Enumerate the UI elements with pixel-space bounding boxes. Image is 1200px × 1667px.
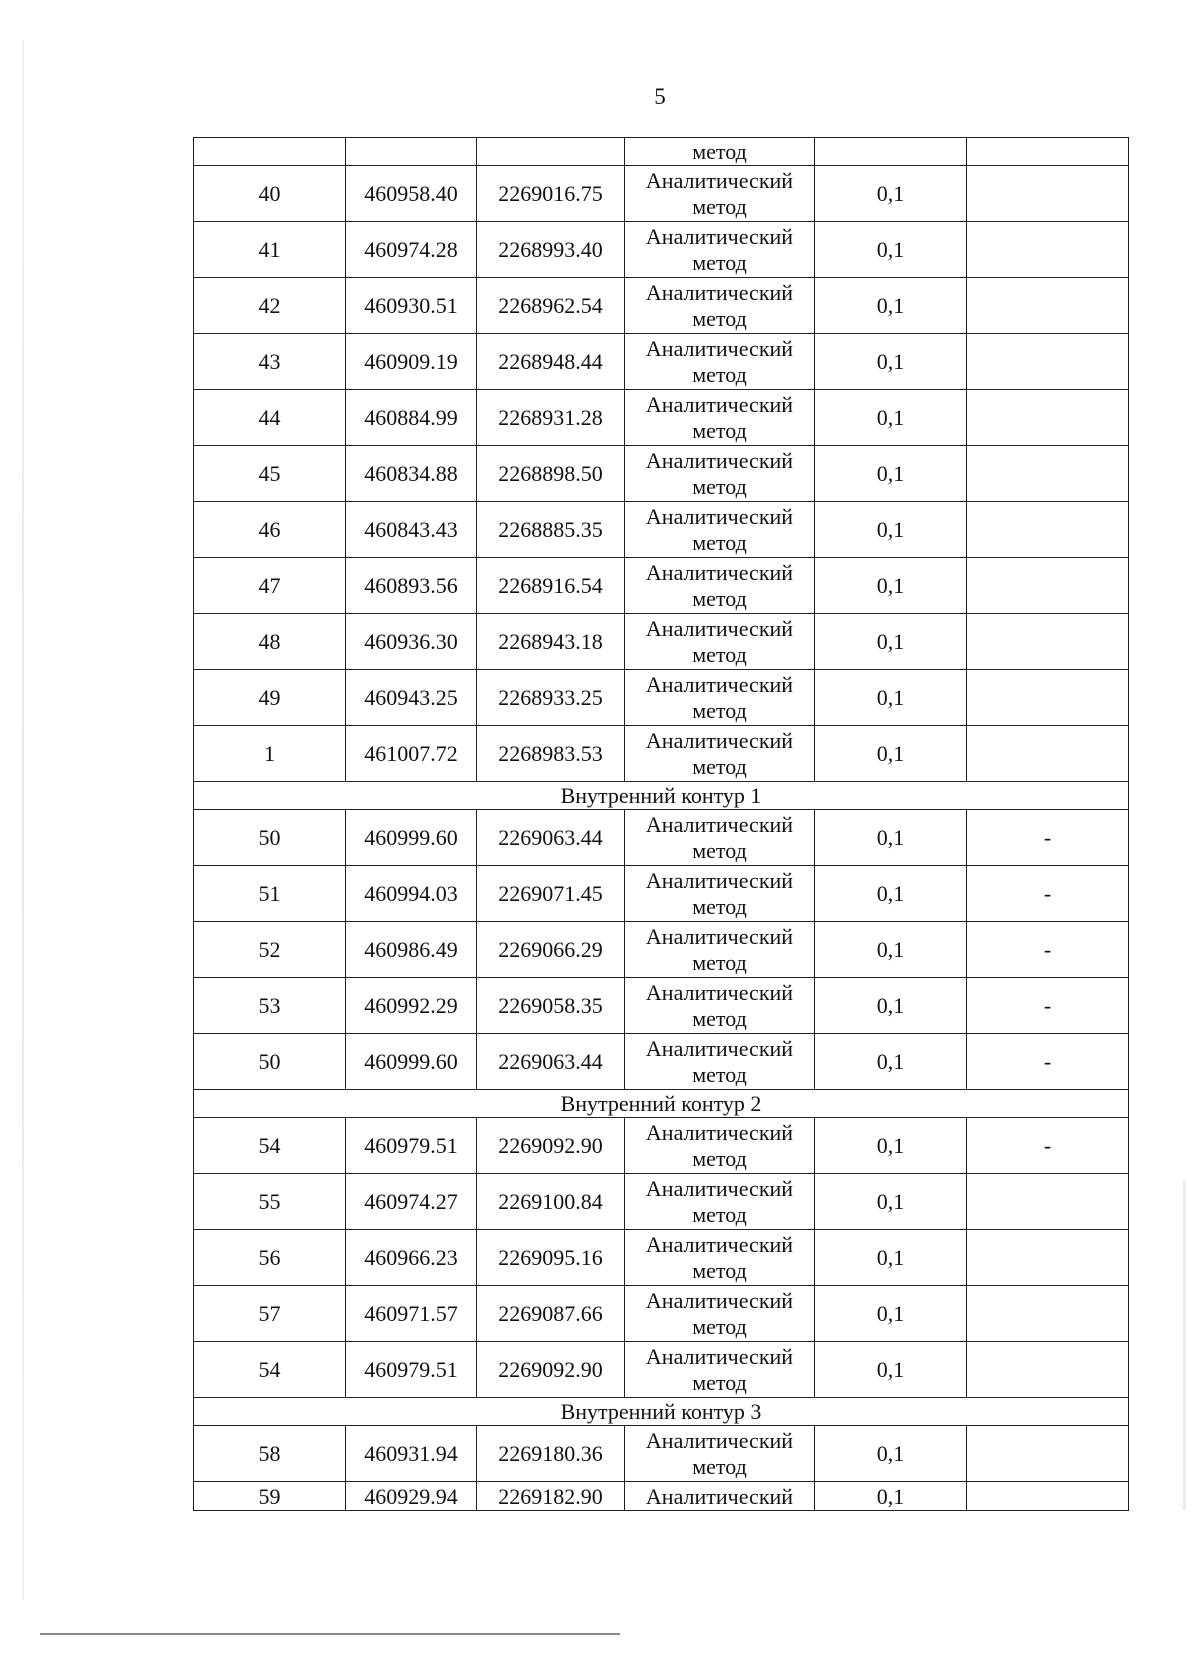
y-coordinate-cell: 2268943.18 [477, 614, 625, 670]
x-coordinate-cell: 460958.40 [346, 166, 477, 222]
section-heading: Внутренний контур 1 [194, 782, 1129, 810]
method-cell [625, 978, 815, 1034]
method-line-1: Аналитический [645, 335, 794, 361]
note-cell [967, 390, 1129, 446]
x-coordinate-cell: 460929.94 [346, 1482, 477, 1511]
accuracy-cell: 0,1 [815, 1034, 967, 1090]
point-number-cell: 54 [194, 1342, 346, 1398]
point-number-cell: 42 [194, 278, 346, 334]
y-coordinate-cell: 2268993.40 [477, 222, 625, 278]
table-row [194, 1118, 1129, 1174]
note-cell: - [967, 1118, 1129, 1174]
accuracy-cell: 0,1 [815, 1118, 967, 1174]
method-line-2: метод [692, 1313, 747, 1339]
table-row [194, 278, 1129, 334]
x-coordinate-cell: 460966.23 [346, 1230, 477, 1286]
method-cell [625, 922, 815, 978]
scan-edge-right [1183, 1180, 1186, 1510]
accuracy-cell: 0,1 [815, 278, 967, 334]
y-coordinate-cell [477, 138, 625, 166]
y-coordinate-cell: 2268916.54 [477, 558, 625, 614]
coordinates-table-body [194, 138, 1129, 1511]
method-line-1: Аналитический [645, 615, 794, 641]
method-cell [625, 1174, 815, 1230]
note-cell [967, 446, 1129, 502]
method-line-2: метод [692, 1061, 747, 1087]
y-coordinate-cell: 2268885.35 [477, 502, 625, 558]
method-line-2: метод [692, 1005, 747, 1031]
method-line-2: метод [692, 193, 747, 219]
y-coordinate-cell: 2268931.28 [477, 390, 625, 446]
table-row [194, 614, 1129, 670]
method-cell [625, 1118, 815, 1174]
x-coordinate-cell: 460986.49 [346, 922, 477, 978]
method-cell [625, 866, 815, 922]
note-cell [967, 166, 1129, 222]
x-coordinate-cell: 460930.51 [346, 278, 477, 334]
method-line-1: Аналитический [645, 671, 794, 697]
note-cell [967, 138, 1129, 166]
method-cell [625, 1230, 815, 1286]
method-line-2: метод [692, 1145, 747, 1171]
coordinates-table [193, 137, 1129, 1511]
note-cell [967, 1286, 1129, 1342]
table-row-cut-off [194, 1482, 1129, 1511]
method-cell [625, 558, 815, 614]
method-cell [625, 278, 815, 334]
method-line-2: метод [692, 585, 747, 611]
point-number-cell: 56 [194, 1230, 346, 1286]
section-heading: Внутренний контур 3 [194, 1398, 1129, 1426]
table-row [194, 810, 1129, 866]
method-line-2: метод [692, 417, 747, 443]
accuracy-cell: 0,1 [815, 1482, 967, 1511]
x-coordinate-cell: 460979.51 [346, 1342, 477, 1398]
method-cell [625, 1034, 815, 1090]
accuracy-cell: 0,1 [815, 222, 967, 278]
accuracy-cell: 0,1 [815, 1230, 967, 1286]
x-coordinate-cell: 460999.60 [346, 810, 477, 866]
accuracy-cell: 0,1 [815, 334, 967, 390]
table-row [194, 1174, 1129, 1230]
method-cell [625, 1426, 815, 1482]
accuracy-cell: 0,1 [815, 866, 967, 922]
point-number-cell: 57 [194, 1286, 346, 1342]
method-line-1: Аналитический [645, 167, 794, 193]
y-coordinate-cell: 2269087.66 [477, 1286, 625, 1342]
method-cell [625, 1286, 815, 1342]
section-heading: Внутренний контур 2 [194, 1090, 1129, 1118]
point-number-cell [194, 138, 346, 166]
table-row [194, 558, 1129, 614]
note-cell [967, 614, 1129, 670]
y-coordinate-cell: 2268933.25 [477, 670, 625, 726]
table-row [194, 222, 1129, 278]
method-line-1: Аналитический [645, 727, 794, 753]
y-coordinate-cell: 2269058.35 [477, 978, 625, 1034]
point-number-cell: 54 [194, 1118, 346, 1174]
table-row [194, 334, 1129, 390]
note-cell: - [967, 810, 1129, 866]
point-number-cell: 52 [194, 922, 346, 978]
method-cell [625, 1342, 815, 1398]
x-coordinate-cell: 460979.51 [346, 1118, 477, 1174]
method-line-1: Аналитический [645, 447, 794, 473]
x-coordinate-cell: 460843.43 [346, 502, 477, 558]
section-heading-row [194, 1398, 1129, 1426]
method-line-2: метод [692, 893, 747, 919]
method-line-1: Аналитический [645, 1175, 794, 1201]
point-number-cell: 58 [194, 1426, 346, 1482]
point-number-cell: 50 [194, 1034, 346, 1090]
y-coordinate-cell: 2269066.29 [477, 922, 625, 978]
point-number-cell: 49 [194, 670, 346, 726]
method-cell [625, 390, 815, 446]
note-cell [967, 558, 1129, 614]
method-line-1: Аналитический [645, 223, 794, 249]
method-cell [625, 502, 815, 558]
point-number-cell: 46 [194, 502, 346, 558]
method-line-1: Аналитический [645, 1035, 794, 1061]
note-cell [967, 334, 1129, 390]
method-line-2: метод [692, 1257, 747, 1283]
accuracy-cell: 0,1 [815, 166, 967, 222]
point-number-cell: 47 [194, 558, 346, 614]
point-number-cell: 55 [194, 1174, 346, 1230]
method-cell [625, 614, 815, 670]
method-line-2: метод [692, 697, 747, 723]
method-line-2: метод [692, 1369, 747, 1395]
x-coordinate-cell: 460994.03 [346, 866, 477, 922]
y-coordinate-cell: 2269092.90 [477, 1118, 625, 1174]
note-cell: - [967, 866, 1129, 922]
table-row [194, 670, 1129, 726]
method-line-2: метод [692, 949, 747, 975]
point-number-cell: 45 [194, 446, 346, 502]
method-line-1: Аналитический [645, 1119, 794, 1145]
method-cell [625, 726, 815, 782]
method-line-2: метод [692, 753, 747, 779]
method-cell: Аналитический [625, 1482, 815, 1511]
accuracy-cell: 0,1 [815, 726, 967, 782]
table-row [194, 390, 1129, 446]
x-coordinate-cell: 460971.57 [346, 1286, 477, 1342]
method-line-1: Аналитический [645, 1231, 794, 1257]
accuracy-cell: 0,1 [815, 446, 967, 502]
accuracy-cell: 0,1 [815, 1174, 967, 1230]
y-coordinate-cell: 2269071.45 [477, 866, 625, 922]
bottom-rule [40, 1633, 620, 1635]
x-coordinate-cell: 460974.27 [346, 1174, 477, 1230]
method-line-1: Аналитический [645, 923, 794, 949]
table-row [194, 1230, 1129, 1286]
point-number-cell: 50 [194, 810, 346, 866]
x-coordinate-cell: 461007.72 [346, 726, 477, 782]
method-line-1: Аналитический [645, 391, 794, 417]
section-heading-row [194, 1090, 1129, 1118]
accuracy-cell: 0,1 [815, 614, 967, 670]
y-coordinate-cell: 2269063.44 [477, 810, 625, 866]
accuracy-cell [815, 138, 967, 166]
table-row [194, 1426, 1129, 1482]
method-line-2: метод [692, 1201, 747, 1227]
page-number: 5 [654, 84, 666, 109]
point-number-cell: 1 [194, 726, 346, 782]
x-coordinate-cell: 460834.88 [346, 446, 477, 502]
note-cell [967, 278, 1129, 334]
method-cell [625, 166, 815, 222]
note-cell [967, 222, 1129, 278]
note-cell [967, 1426, 1129, 1482]
x-coordinate-cell: 460931.94 [346, 1426, 477, 1482]
table-row [194, 166, 1129, 222]
method-line-1: Аналитический [645, 867, 794, 893]
method-line-2: метод [692, 837, 747, 863]
note-cell [967, 502, 1129, 558]
y-coordinate-cell: 2269182.90 [477, 1482, 625, 1511]
y-coordinate-cell: 2269016.75 [477, 166, 625, 222]
accuracy-cell: 0,1 [815, 978, 967, 1034]
x-coordinate-cell: 460999.60 [346, 1034, 477, 1090]
accuracy-cell: 0,1 [815, 670, 967, 726]
note-cell [967, 670, 1129, 726]
y-coordinate-cell: 2269095.16 [477, 1230, 625, 1286]
table-row [194, 1034, 1129, 1090]
method-line-2: метод [692, 249, 747, 275]
y-coordinate-cell: 2269100.84 [477, 1174, 625, 1230]
y-coordinate-cell: 2268898.50 [477, 446, 625, 502]
y-coordinate-cell: 2268948.44 [477, 334, 625, 390]
method-line-2: метод [692, 473, 747, 499]
table-row [194, 1286, 1129, 1342]
method-cell [625, 810, 815, 866]
accuracy-cell: 0,1 [815, 390, 967, 446]
method-line-1: Аналитический [645, 559, 794, 585]
method-line-2: метод [692, 641, 747, 667]
note-cell [967, 726, 1129, 782]
table-row [194, 502, 1129, 558]
point-number-cell: 44 [194, 390, 346, 446]
x-coordinate-cell: 460936.30 [346, 614, 477, 670]
note-cell: - [967, 922, 1129, 978]
y-coordinate-cell: 2268962.54 [477, 278, 625, 334]
table-row [194, 922, 1129, 978]
table-row [194, 1342, 1129, 1398]
note-cell [967, 1482, 1129, 1511]
accuracy-cell: 0,1 [815, 1426, 967, 1482]
method-line-1: Аналитический [645, 1287, 794, 1313]
accuracy-cell: 0,1 [815, 1286, 967, 1342]
method-line-1: Аналитический [645, 503, 794, 529]
accuracy-cell: 0,1 [815, 502, 967, 558]
x-coordinate-cell: 460909.19 [346, 334, 477, 390]
accuracy-cell: 0,1 [815, 1342, 967, 1398]
note-cell: - [967, 978, 1129, 1034]
x-coordinate-cell [346, 138, 477, 166]
point-number-cell: 40 [194, 166, 346, 222]
method-cell [625, 334, 815, 390]
table-row [194, 726, 1129, 782]
point-number-cell: 41 [194, 222, 346, 278]
table-row [194, 446, 1129, 502]
y-coordinate-cell: 2269092.90 [477, 1342, 625, 1398]
method-line-2: метод [692, 1453, 747, 1479]
continued-row [194, 138, 1129, 166]
method-line-2: метод [692, 305, 747, 331]
note-cell [967, 1174, 1129, 1230]
scan-edge-left [22, 40, 24, 1600]
note-cell: - [967, 1034, 1129, 1090]
x-coordinate-cell: 460943.25 [346, 670, 477, 726]
method-line-1: Аналитический [645, 279, 794, 305]
method-line-1: Аналитический [645, 1427, 794, 1453]
method-line-2: метод [692, 529, 747, 555]
method-cell: метод [625, 138, 815, 166]
method-line-1: Аналитический [645, 1343, 794, 1369]
x-coordinate-cell: 460884.99 [346, 390, 477, 446]
point-number-cell: 43 [194, 334, 346, 390]
point-number-cell: 59 [194, 1482, 346, 1511]
method-line-1: Аналитический [645, 979, 794, 1005]
method-line-2: метод [692, 361, 747, 387]
method-cell [625, 222, 815, 278]
accuracy-cell: 0,1 [815, 810, 967, 866]
accuracy-cell: 0,1 [815, 558, 967, 614]
x-coordinate-cell: 460893.56 [346, 558, 477, 614]
section-heading-row [194, 782, 1129, 810]
y-coordinate-cell: 2269180.36 [477, 1426, 625, 1482]
note-cell [967, 1230, 1129, 1286]
method-cell [625, 446, 815, 502]
note-cell [967, 1342, 1129, 1398]
x-coordinate-cell: 460974.28 [346, 222, 477, 278]
point-number-cell: 48 [194, 614, 346, 670]
y-coordinate-cell: 2268983.53 [477, 726, 625, 782]
accuracy-cell: 0,1 [815, 922, 967, 978]
x-coordinate-cell: 460992.29 [346, 978, 477, 1034]
method-line-1: Аналитический [645, 811, 794, 837]
point-number-cell: 51 [194, 866, 346, 922]
table-row [194, 866, 1129, 922]
method-cell [625, 670, 815, 726]
y-coordinate-cell: 2269063.44 [477, 1034, 625, 1090]
point-number-cell: 53 [194, 978, 346, 1034]
table-row [194, 978, 1129, 1034]
